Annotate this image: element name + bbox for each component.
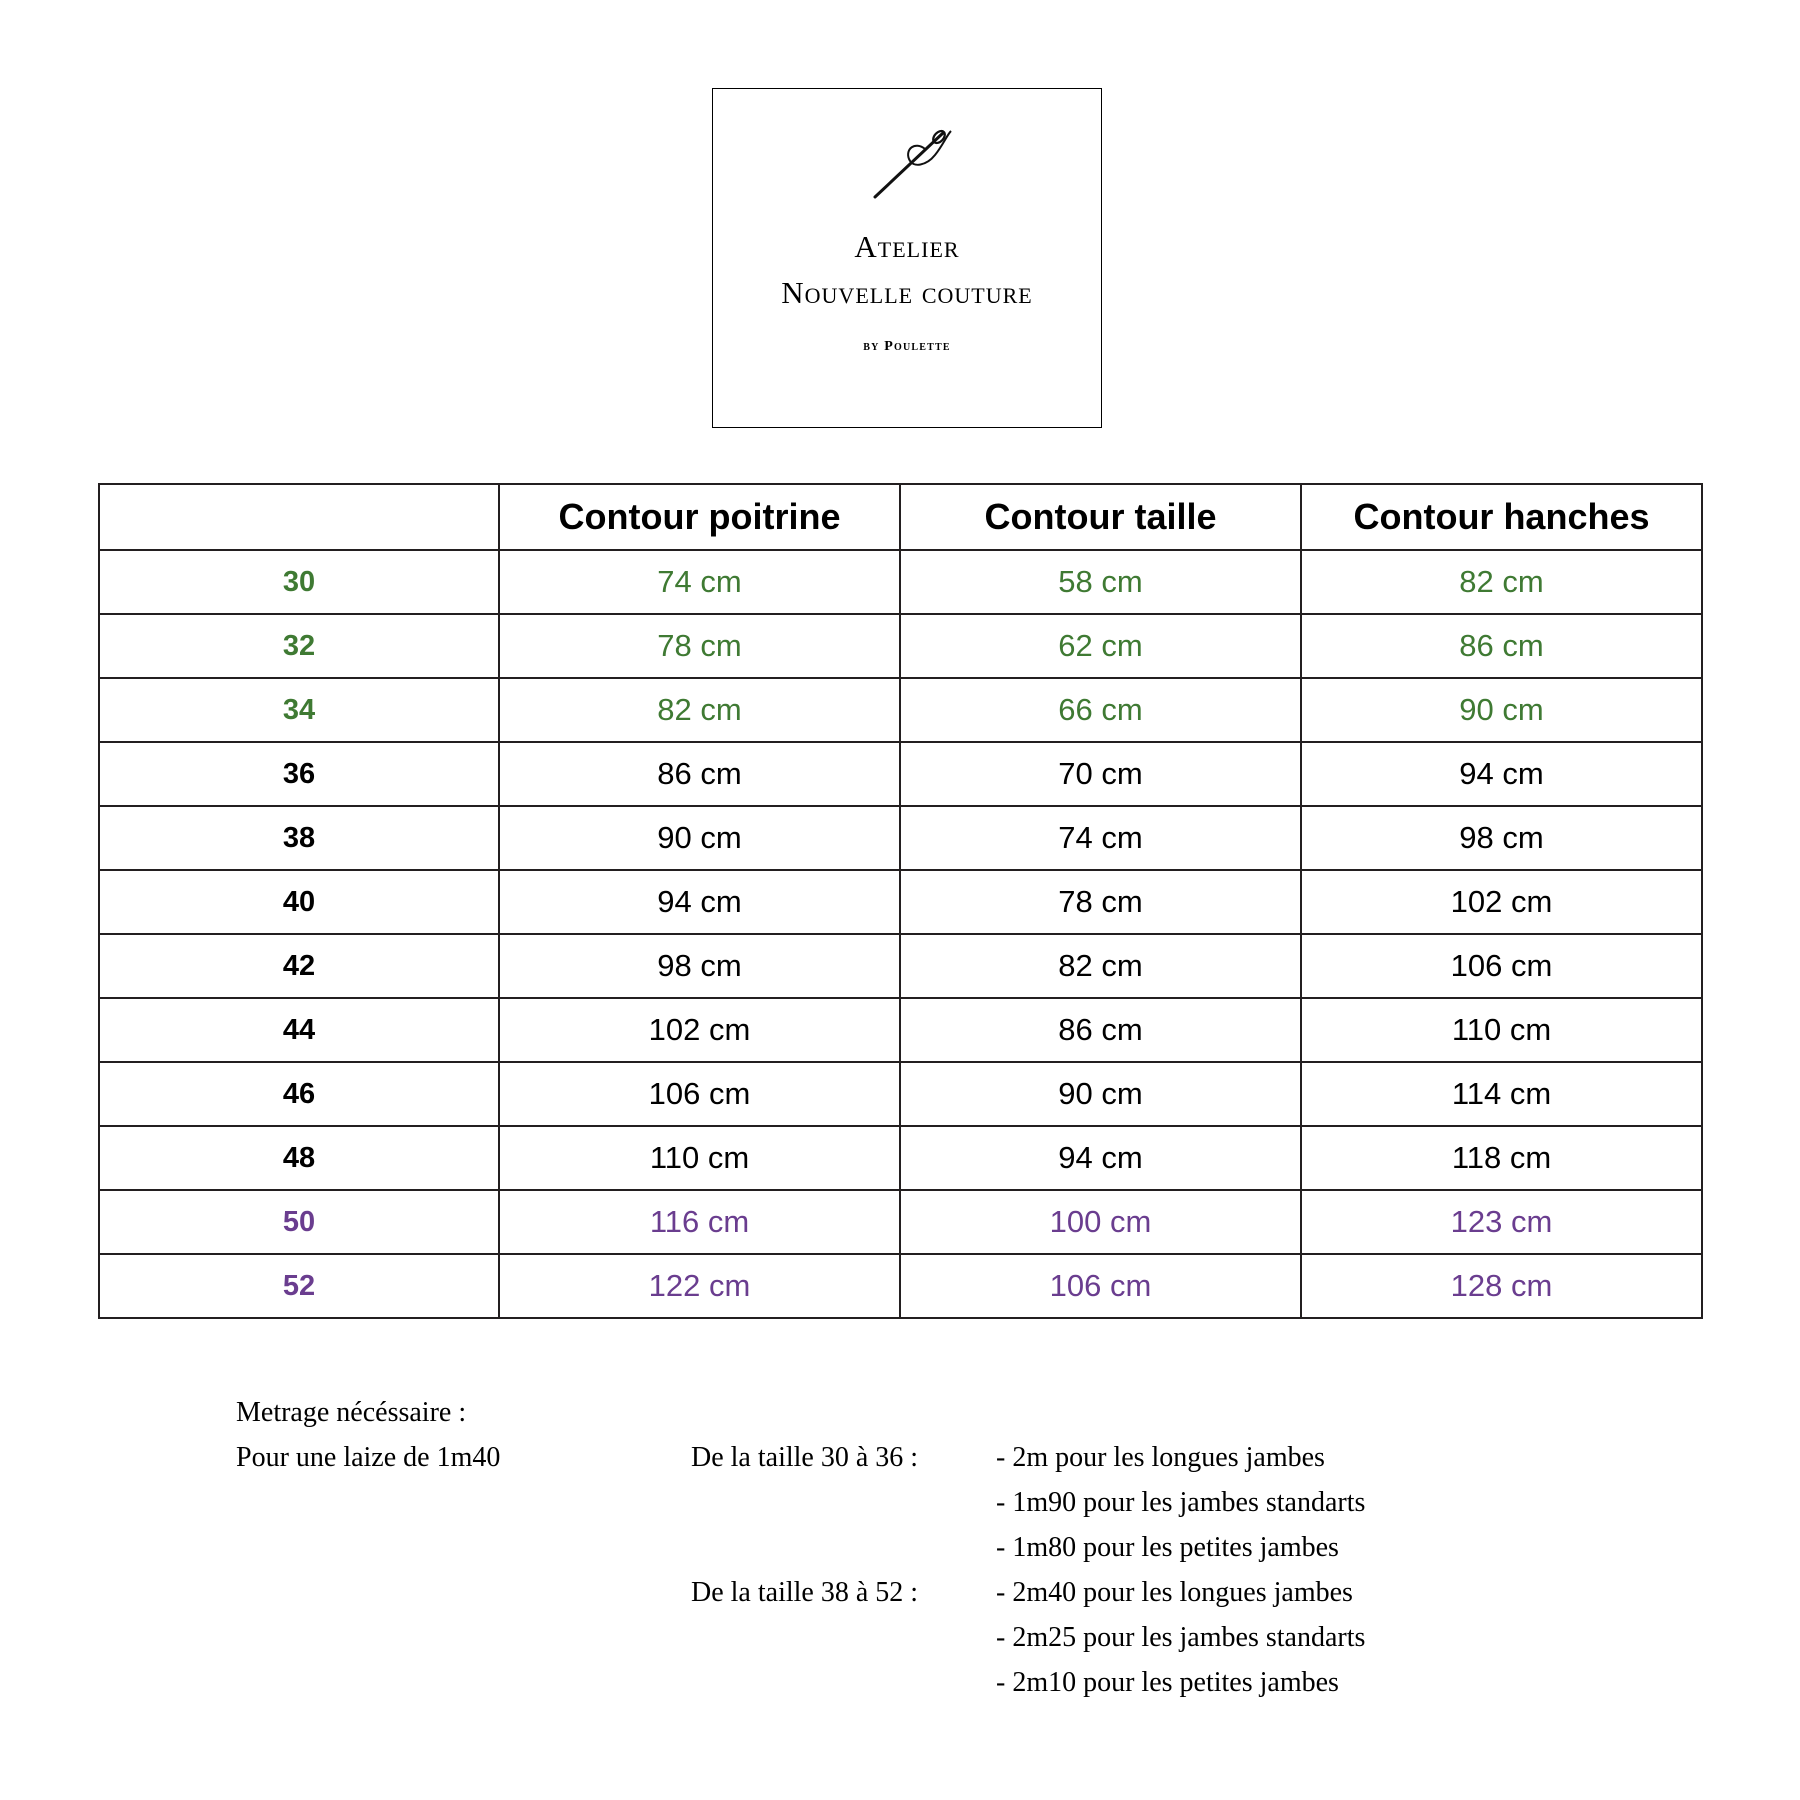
cell-poitrine: 106 cm bbox=[499, 1062, 900, 1126]
cell-size: 30 bbox=[99, 550, 499, 614]
cell-taille: 100 cm bbox=[900, 1190, 1301, 1254]
cell-hanches: 106 cm bbox=[1301, 934, 1702, 998]
cell-taille: 66 cm bbox=[900, 678, 1301, 742]
note-line bbox=[691, 1660, 1591, 1705]
cell-hanches: 98 cm bbox=[1301, 806, 1702, 870]
table-row bbox=[99, 1126, 1702, 1190]
notes-left-column bbox=[236, 1390, 656, 1480]
cell-taille: 106 cm bbox=[900, 1254, 1301, 1318]
note-line bbox=[691, 1615, 1591, 1660]
cell-hanches: 114 cm bbox=[1301, 1062, 1702, 1126]
table-row bbox=[99, 742, 1702, 806]
cell-taille: 82 cm bbox=[900, 934, 1301, 998]
cell-hanches: 118 cm bbox=[1301, 1126, 1702, 1190]
cell-poitrine: 94 cm bbox=[499, 870, 900, 934]
cell-size: 48 bbox=[99, 1126, 499, 1190]
notes-subtitle: Pour une laize de 1m40 bbox=[236, 1442, 501, 1473]
note-line bbox=[691, 1525, 1591, 1570]
note-line-text: - 1m80 pour les petites jambes bbox=[996, 1532, 1339, 1563]
cell-hanches: 123 cm bbox=[1301, 1190, 1702, 1254]
cell-taille: 70 cm bbox=[900, 742, 1301, 806]
table-row bbox=[99, 550, 1702, 614]
cell-poitrine: 116 cm bbox=[499, 1190, 900, 1254]
table-row bbox=[99, 1190, 1702, 1254]
note-line-text: - 2m40 pour les longues jambes bbox=[996, 1577, 1353, 1608]
cell-hanches: 110 cm bbox=[1301, 998, 1702, 1062]
size-chart-table bbox=[98, 483, 1703, 1319]
cell-size: 36 bbox=[99, 742, 499, 806]
cell-size: 42 bbox=[99, 934, 499, 998]
note-line bbox=[691, 1435, 1591, 1480]
cell-taille: 62 cm bbox=[900, 614, 1301, 678]
note-line-text: - 2m10 pour les petites jambes bbox=[996, 1667, 1339, 1698]
cell-size: 46 bbox=[99, 1062, 499, 1126]
cell-taille: 74 cm bbox=[900, 806, 1301, 870]
column-header-taille: Contour taille bbox=[900, 484, 1301, 550]
notes-right-column bbox=[691, 1435, 1591, 1705]
note-line-lead: De la taille 30 à 36 : bbox=[691, 1442, 919, 1473]
brand-subtitle: by Poulette bbox=[863, 339, 951, 354]
cell-poitrine: 102 cm bbox=[499, 998, 900, 1062]
note-line bbox=[691, 1570, 1591, 1615]
brand-name-line-1: Atelier bbox=[854, 229, 960, 264]
table-header-row bbox=[99, 484, 1702, 550]
notes-title: Metrage nécéssaire : bbox=[236, 1397, 467, 1428]
cell-hanches: 86 cm bbox=[1301, 614, 1702, 678]
table-row bbox=[99, 806, 1702, 870]
cell-taille: 86 cm bbox=[900, 998, 1301, 1062]
cell-poitrine: 74 cm bbox=[499, 550, 900, 614]
cell-poitrine: 98 cm bbox=[499, 934, 900, 998]
cell-size: 38 bbox=[99, 806, 499, 870]
table-row bbox=[99, 998, 1702, 1062]
cell-hanches: 102 cm bbox=[1301, 870, 1702, 934]
note-line-lead: De la taille 38 à 52 : bbox=[691, 1577, 919, 1608]
cell-size: 52 bbox=[99, 1254, 499, 1318]
cell-size: 34 bbox=[99, 678, 499, 742]
note-line-text: - 2m pour les longues jambes bbox=[996, 1442, 1325, 1473]
cell-taille: 78 cm bbox=[900, 870, 1301, 934]
logo-box bbox=[712, 88, 1102, 428]
table-row bbox=[99, 1062, 1702, 1126]
table-row bbox=[99, 1254, 1702, 1318]
column-header-hanches: Contour hanches bbox=[1301, 484, 1702, 550]
cell-poitrine: 90 cm bbox=[499, 806, 900, 870]
column-header-size bbox=[99, 484, 499, 550]
cell-poitrine: 110 cm bbox=[499, 1126, 900, 1190]
cell-hanches: 128 cm bbox=[1301, 1254, 1702, 1318]
cell-size: 44 bbox=[99, 998, 499, 1062]
cell-hanches: 94 cm bbox=[1301, 742, 1702, 806]
column-header-poitrine: Contour poitrine bbox=[499, 484, 900, 550]
cell-size: 50 bbox=[99, 1190, 499, 1254]
cell-taille: 94 cm bbox=[900, 1126, 1301, 1190]
table-row bbox=[99, 614, 1702, 678]
brand-name-line-2: Nouvelle couture bbox=[781, 275, 1033, 310]
note-line-text: - 1m90 pour les jambes standarts bbox=[996, 1487, 1366, 1518]
cell-poitrine: 86 cm bbox=[499, 742, 900, 806]
table-row bbox=[99, 934, 1702, 998]
table-row bbox=[99, 678, 1702, 742]
cell-poitrine: 122 cm bbox=[499, 1254, 900, 1318]
cell-hanches: 90 cm bbox=[1301, 678, 1702, 742]
cell-size: 32 bbox=[99, 614, 499, 678]
needle-and-thread-icon bbox=[847, 119, 967, 209]
cell-poitrine: 82 cm bbox=[499, 678, 900, 742]
cell-taille: 90 cm bbox=[900, 1062, 1301, 1126]
cell-hanches: 82 cm bbox=[1301, 550, 1702, 614]
cell-taille: 58 cm bbox=[900, 550, 1301, 614]
note-line bbox=[691, 1480, 1591, 1525]
note-line-text: - 2m25 pour les jambes standarts bbox=[996, 1622, 1366, 1653]
table-row bbox=[99, 870, 1702, 934]
cell-poitrine: 78 cm bbox=[499, 614, 900, 678]
cell-size: 40 bbox=[99, 870, 499, 934]
